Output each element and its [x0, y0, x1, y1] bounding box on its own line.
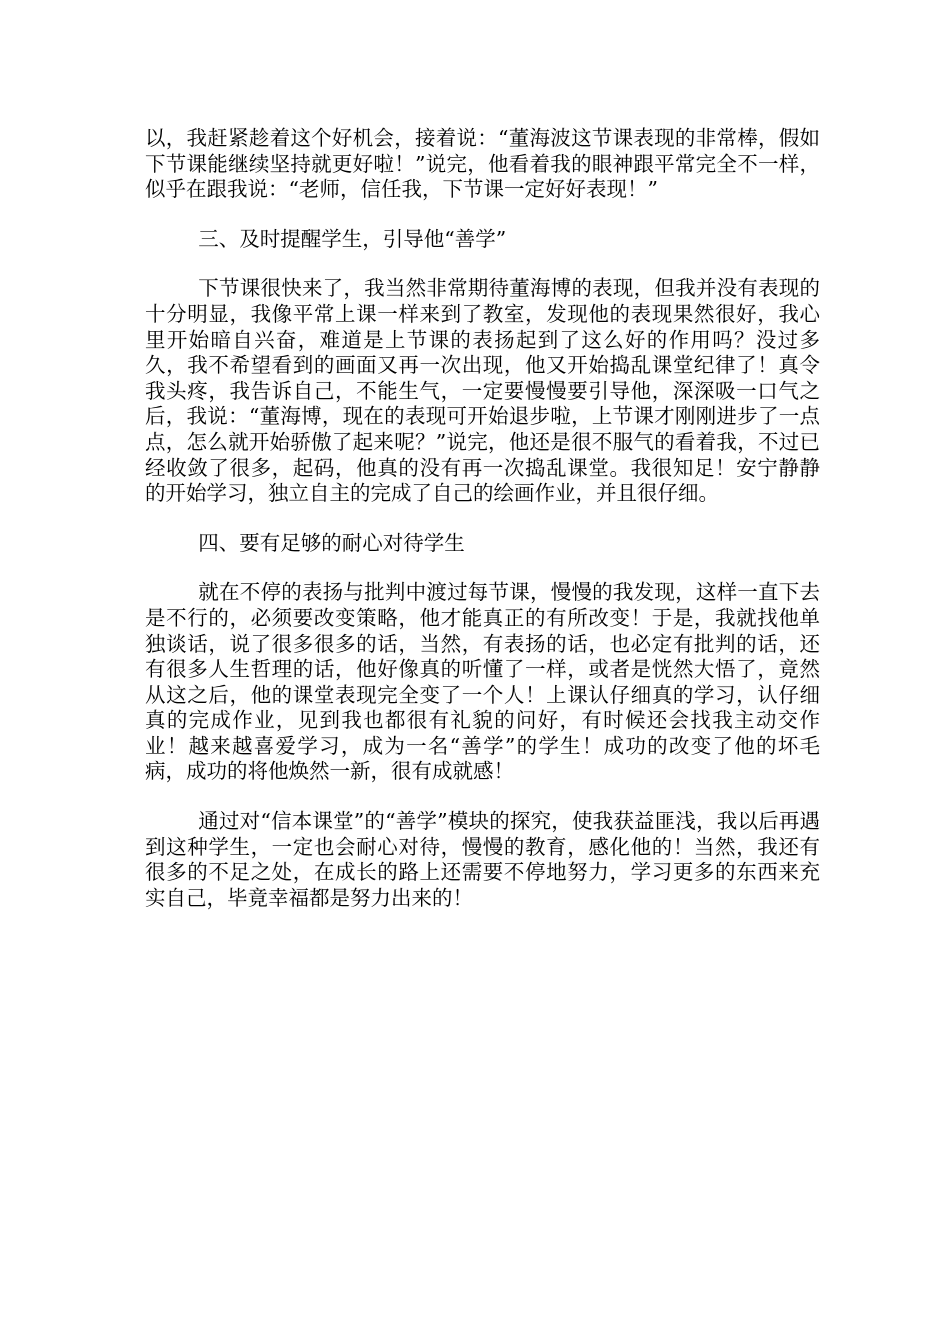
section-heading-3: 三、及时提醒学生，引导他“善学”: [198, 226, 507, 251]
paragraph-section-3: 下节课很快来了，我当然非常期待董海博的表现，但我并没有表现的十分明显，我像平常上课一样来到了教室，发现他的表现果然很好，我心里开始暗自兴奋，难道是上节课的表扬起到了这么好的作用吗？没过多久，我不希望看到的画面又再一次出现，他又开始捣乱课堂纪律了！真令我头疼，我告诉自己，不能生气，一定要慢慢要引导他，深深吸一口气之后，我说：“董海博，现在的表现可开始退步啦，上节课才刚刚进步了一点点，怎么就开始骄傲了起来呢？”说完，他还是很不服气的看着我，不过已经收敛了很多，起码，他真的没有再一次捣乱课堂。我很知足！安宁静静的开始学习，独立自主的完成了自己的绘画作业，并且很仔细。: [145, 276, 820, 506]
section-heading-4: 四、要有足够的耐心对待学生: [198, 530, 465, 555]
document-body: [145, 126, 820, 935]
paragraph-conclusion: 通过对“信本课堂”的“善学”模块的探究，使我获益匪浅，我以后再遇到这种学生，一定也会耐心对待，慢慢的教育，感化他的！当然，我还有很多的不足之处，在成长的路上还需要不停地努力，学习更多的东西来充实自己，毕竟幸福都是努力出来的！: [145, 809, 820, 910]
paragraph-continuation: 以，我赶紧趁着这个好机会，接着说：“董海波这节课表现的非常棒，假如下节课能继续坚持就更好啦！”说完，他看着我的眼神跟平常完全不一样，似乎在跟我说：“老师，信任我，下节课一定好好表现！”: [145, 126, 820, 202]
paragraph-section-4: 就在不停的表扬与批判中渡过每节课，慢慢的我发现，这样一直下去是不行的，必须要改变策略，他才能真正的有所改变！于是，我就找他单独谈话，说了很多很多的话，当然，有表扬的话，也必定有批判的话，还有很多人生哲理的话，他好像真的听懂了一样，或者是恍然大悟了，竟然从这之后，他的课堂表现完全变了一个人！上课认仔细真的学习，认仔细真的完成作业，见到我也都很有礼貌的问好，有时候还会找我主动交作业！越来越喜爱学习，成为一名“善学”的学生！成功的改变了他的坏毛病，成功的将他焕然一新，很有成就感！: [145, 580, 820, 784]
